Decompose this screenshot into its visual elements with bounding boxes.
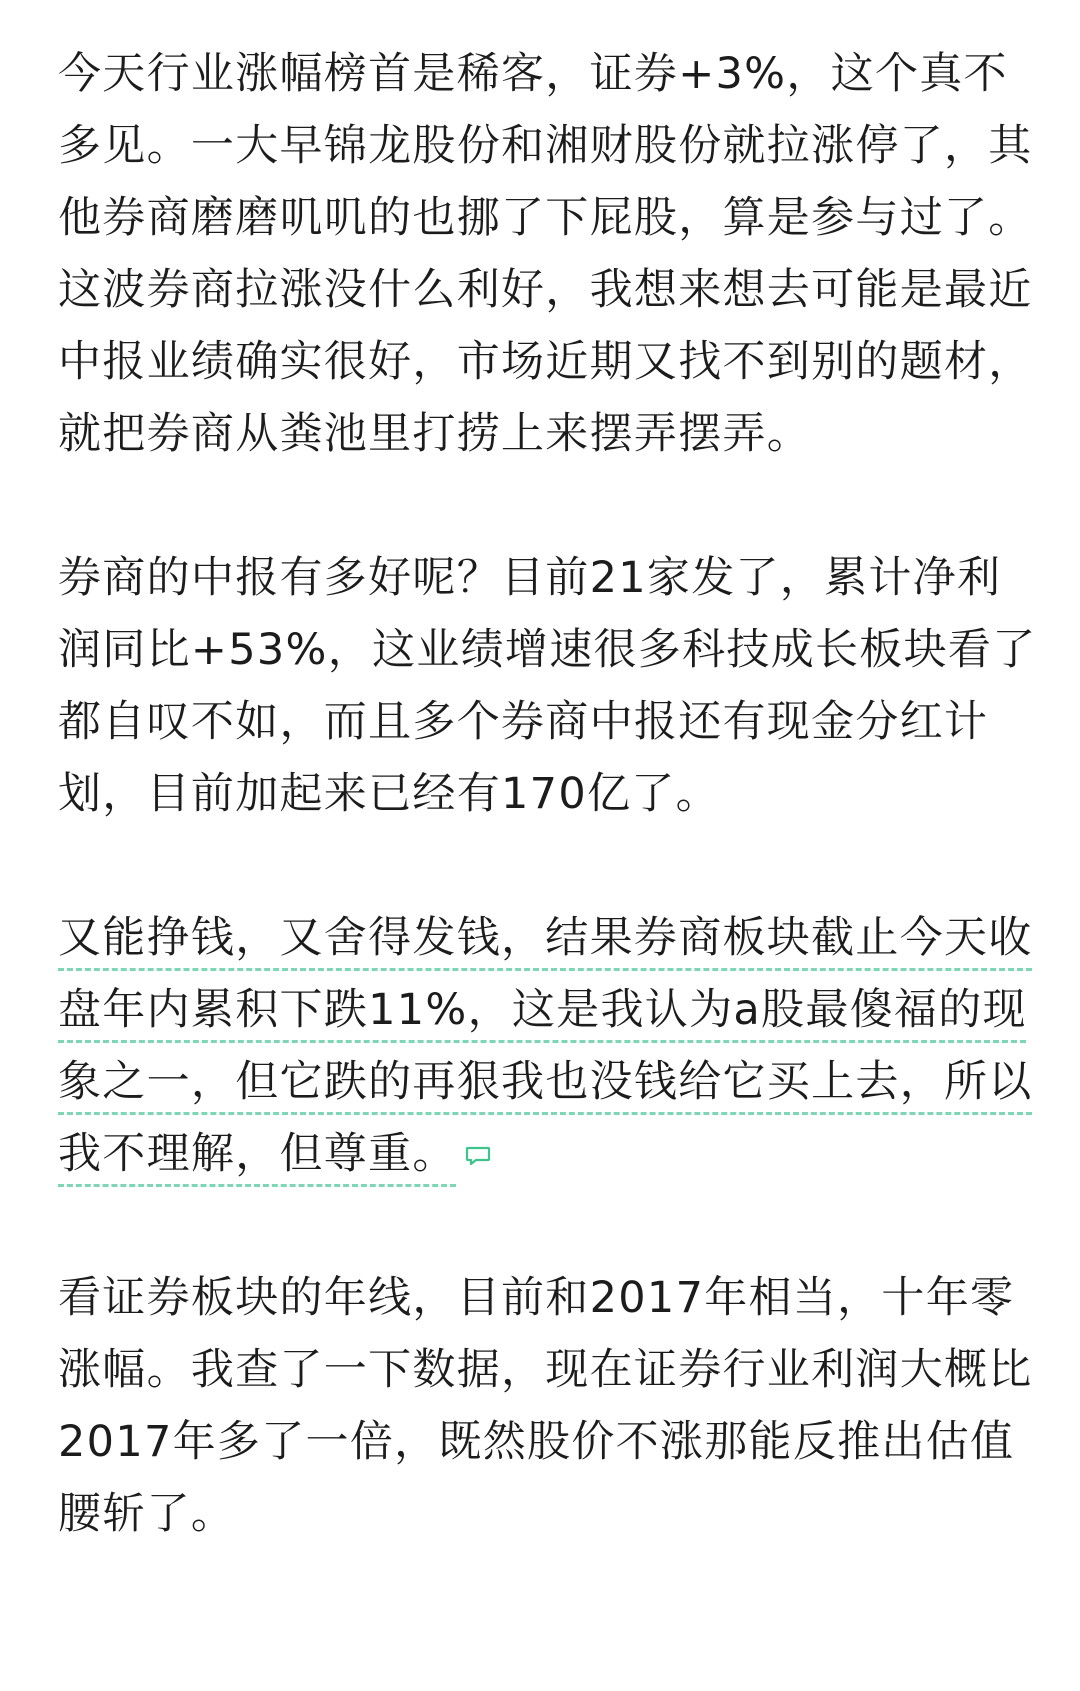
article-body: [58, 38, 1038, 1550]
paragraph-3-highlighted[interactable]: [58, 902, 1038, 1190]
paragraph-2: 券商的中报有多好呢？目前21家发了，累计净利润同比+53%，这业绩增速很多科技成长板块看了都自叹不如，而且多个券商中报还有现金分红计划，目前加起来已经有170亿了。: [58, 553, 1037, 819]
comment-bubble-icon[interactable]: [465, 1146, 491, 1166]
highlighted-quote[interactable]: 又能挣钱，又舍得发钱，结果券商板块截止今天收盘年内累积下跌11%，这是我认为a股最傻福的现象之一，但它跌的再狠我也没钱给它买上去，所以我不理解，但尊重。: [58, 913, 1033, 1179]
paragraph-4: 看证券板块的年线，目前和2017年相当，十年零涨幅。我查了一下数据，现在证券行业利润大概比2017年多了一倍，既然股价不涨那能反推出估值腰斩了。: [58, 1273, 1033, 1539]
paragraph-1: 今天行业涨幅榜首是稀客，证券+3%，这个真不多见。一大早锦龙股份和湘财股份就拉涨停了，其他券商磨磨叽叽的也挪了下屁股，算是参与过了。这波券商拉涨没什么利好，我想来想去可能是最近中报业绩确实很好，市场近期又找不到别的题材，就把券商从粪池里打捞上来摆弄摆弄。: [58, 49, 1033, 459]
